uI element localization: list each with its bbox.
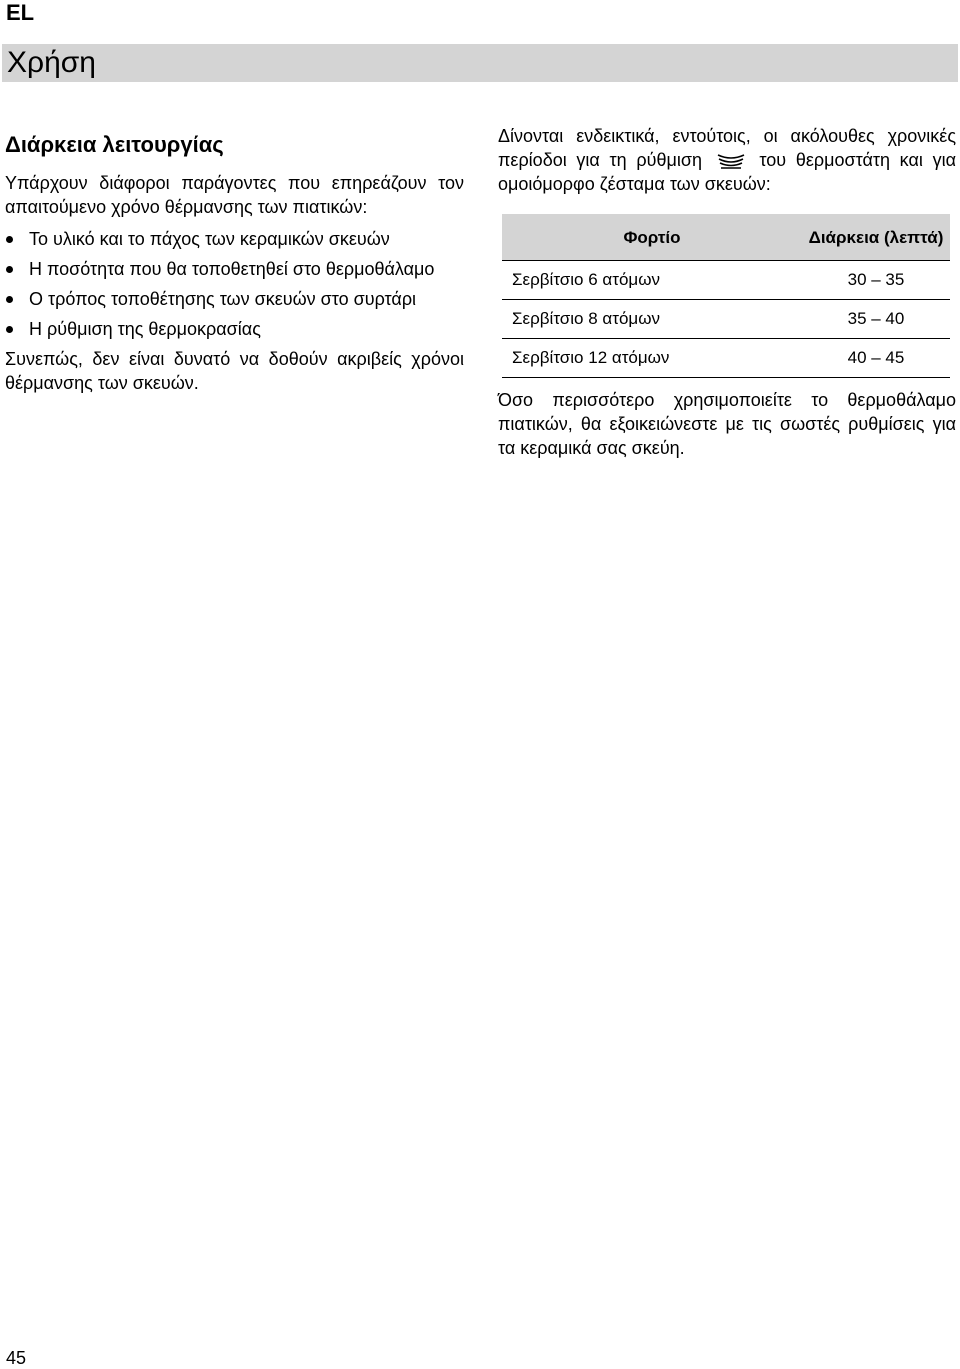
heading-operation-duration: Διάρκεια λειτουργίας <box>5 132 224 157</box>
conclusion-paragraph: Συνεπώς, δεν είναι δυνατό να δοθούν ακριβείς χρόνοι θέρμανσης των σκευών. <box>5 349 464 393</box>
language-code: EL <box>6 0 35 25</box>
list-item <box>5 317 464 341</box>
cell-load: Σερβίτσιο 8 ατόμων <box>502 300 802 339</box>
bullet-icon <box>6 236 13 243</box>
section-title: Χρήση <box>7 46 96 79</box>
duration-table <box>502 214 950 378</box>
list-item-text: Το υλικό και το πάχος των κεραμικών σκευών <box>29 229 390 249</box>
list-item-text: Ο τρόπος τοποθέτησης των σκευών στο συρτάρι <box>29 289 417 309</box>
table-row <box>502 300 950 339</box>
cell-duration: 40 – 45 <box>802 339 950 378</box>
section-title-bar <box>2 44 958 82</box>
dishes-setting-icon <box>716 152 746 170</box>
left-column <box>5 131 464 395</box>
column-header-load: Φορτίο <box>502 214 802 261</box>
cell-duration: 35 – 40 <box>802 300 950 339</box>
page-number: 45 <box>6 1348 27 1368</box>
list-item <box>5 287 464 311</box>
table-row <box>502 339 950 378</box>
table-row <box>502 261 950 300</box>
list-item-text: Η ρύθμιση της θερμοκρασίας <box>29 319 261 339</box>
intro-text-end: του θερμοστάτη και για ομοιόμορφο ζέσταμα των σκευών: <box>498 150 956 194</box>
right-column <box>498 124 956 460</box>
factors-list <box>5 227 464 341</box>
bullet-icon <box>6 266 13 273</box>
cell-duration: 30 – 35 <box>802 261 950 300</box>
table-header-row <box>502 214 950 261</box>
cell-load: Σερβίτσιο 12 ατόμων <box>502 339 802 378</box>
list-item <box>5 227 464 251</box>
list-item <box>5 257 464 281</box>
bullet-icon <box>6 326 13 333</box>
cell-load: Σερβίτσιο 6 ατόμων <box>502 261 802 300</box>
table-intro-paragraph <box>498 124 956 196</box>
column-header-duration: Διάρκεια (λεπτά) <box>802 214 950 261</box>
closing-paragraph: Όσο περισσότερο χρησιμοποιείτε το θερμοθάλαμο πιατικών, θα εξοικειώνεστε με τις σωστές ρυθμίσεις για τα κεραμικά σας σκεύη. <box>498 390 956 458</box>
list-item-text: Η ποσότητα που θα τοποθετηθεί στο θερμοθάλαμο <box>29 259 435 279</box>
intro-text-start: Δίνονται ενδεικτικά, εντούτοις, οι ακόλουθες χρονικές περίοδοι για τη ρύθμιση <box>498 126 956 170</box>
bullet-icon <box>6 296 13 303</box>
intro-paragraph: Υπάρχουν διάφοροι παράγοντες που επηρεάζουν τον απαιτούμενο χρόνο θέρμανσης των πιατικών: <box>5 173 464 217</box>
